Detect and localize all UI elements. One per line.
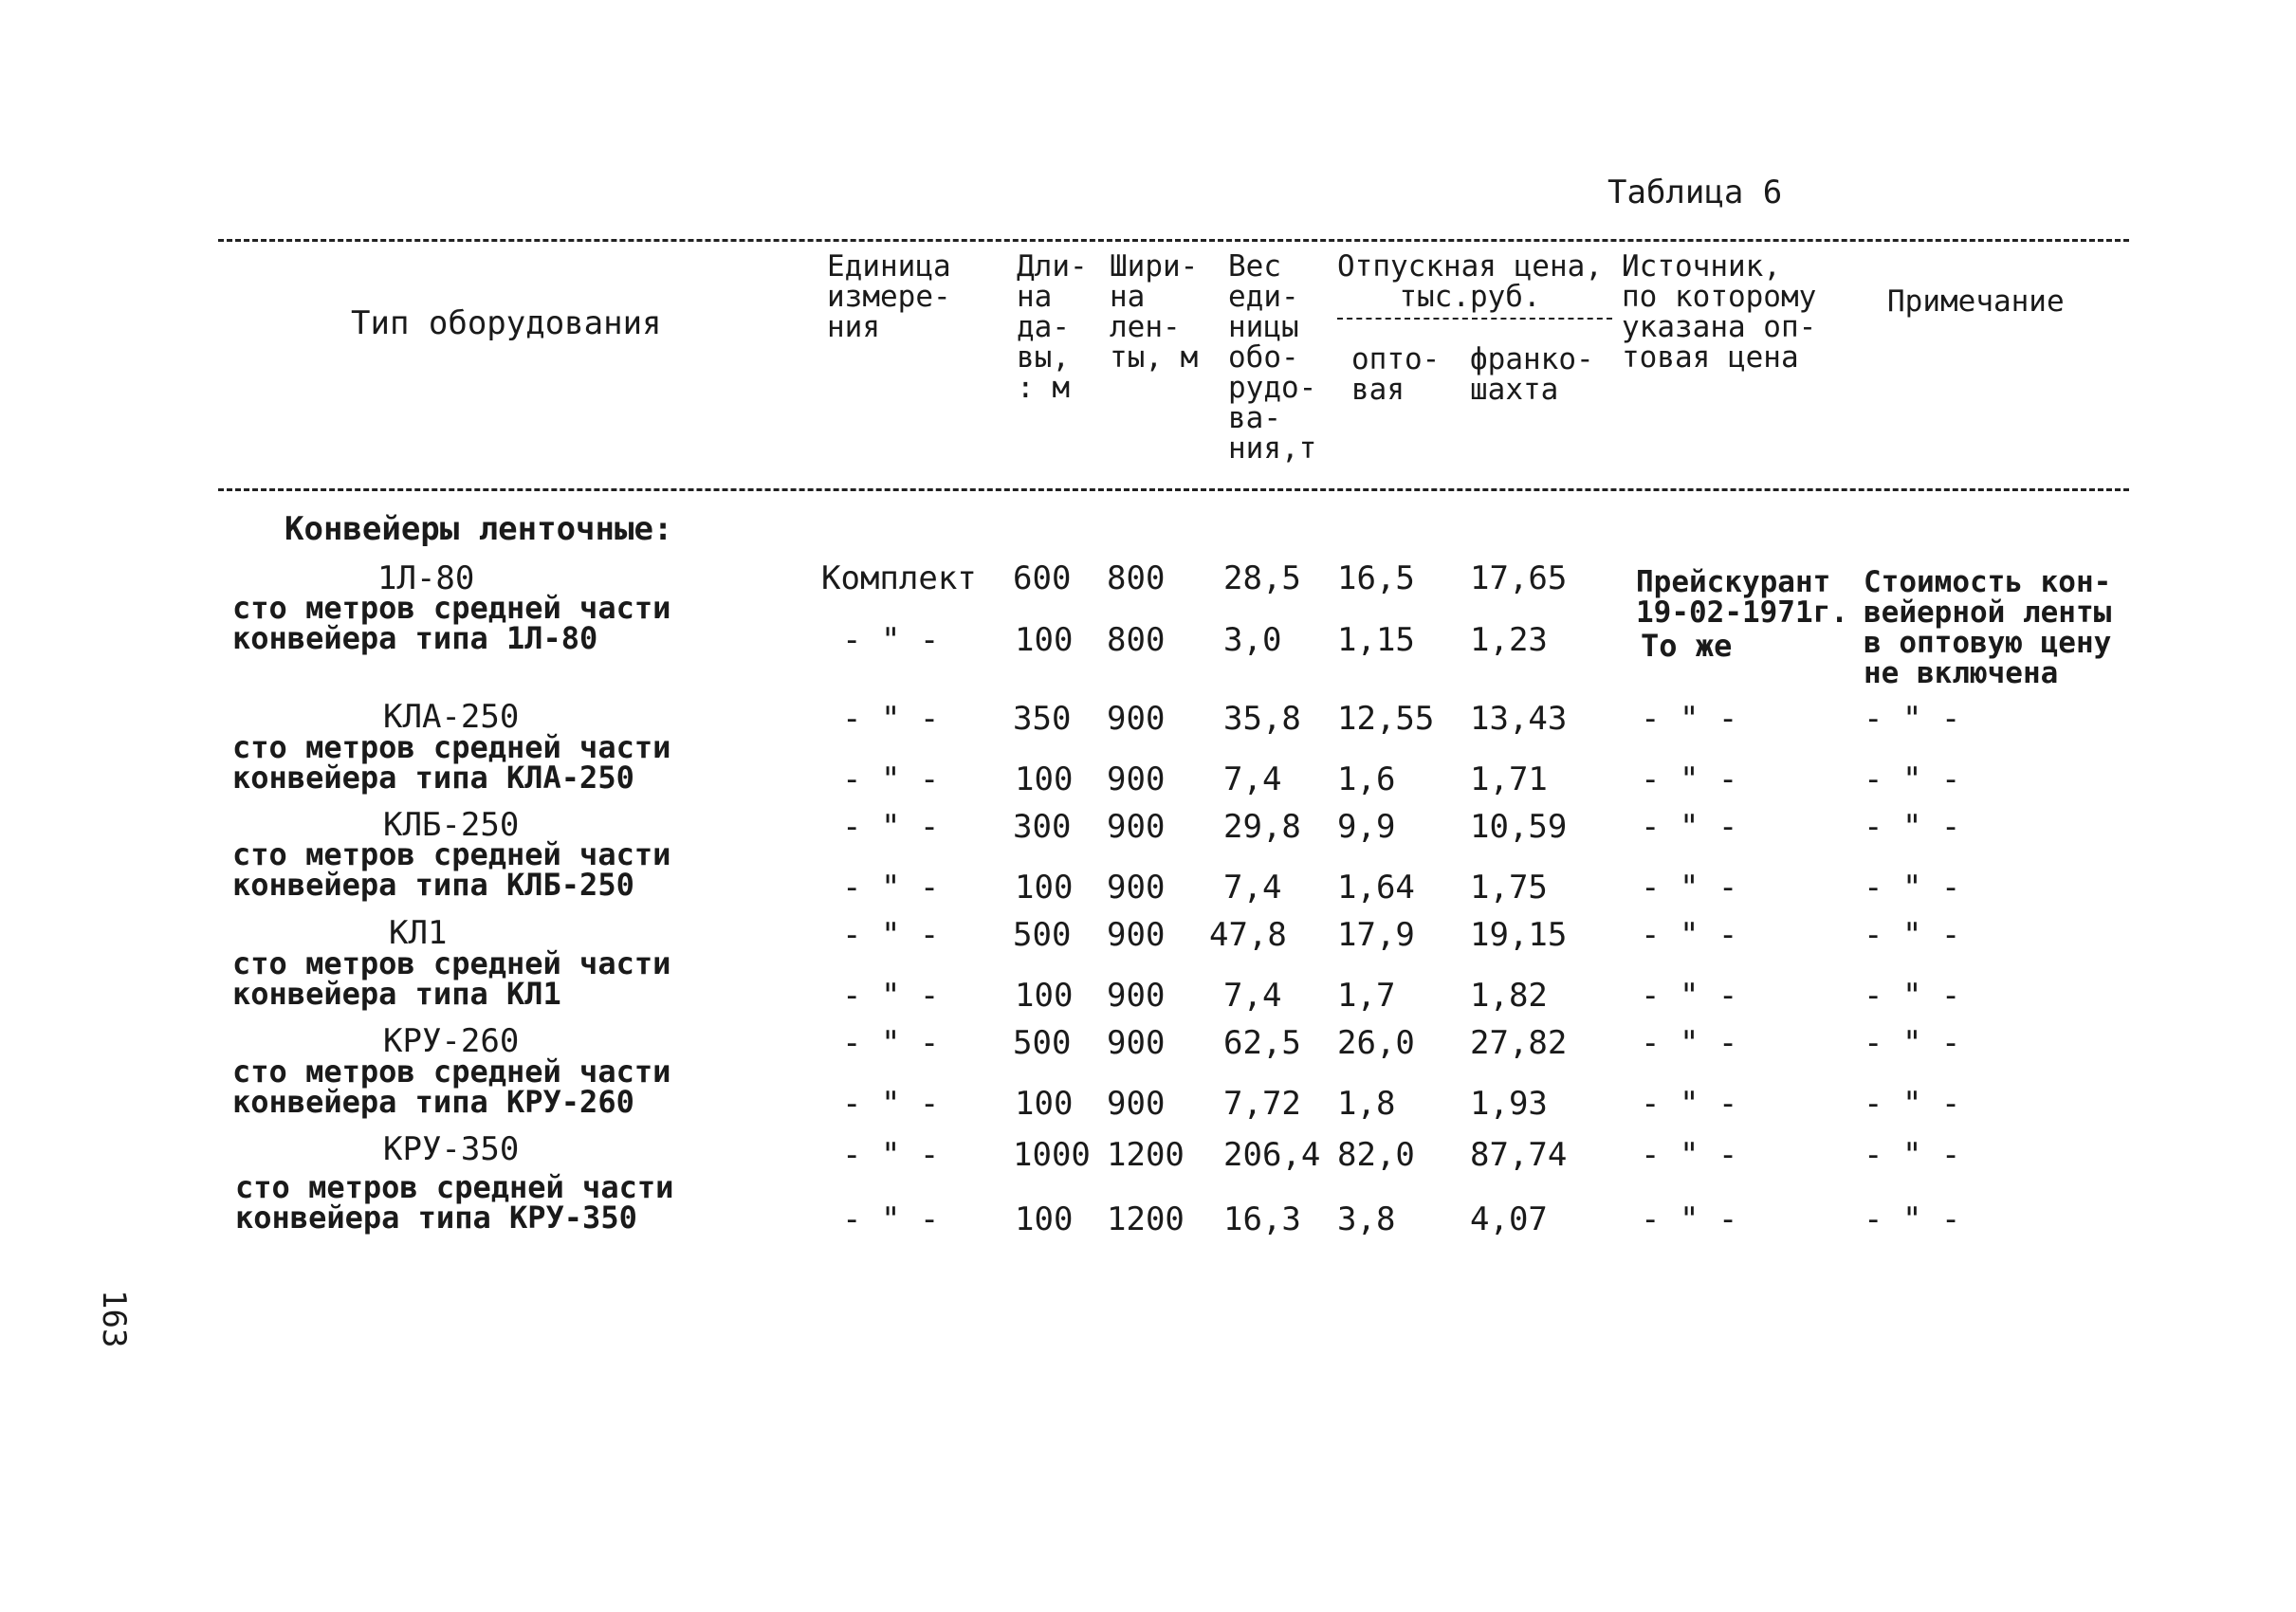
row-unit: - " -: [842, 977, 940, 1015]
row-weight: 7,4: [1223, 760, 1282, 798]
row-unit: - " -: [842, 869, 940, 907]
row-franco: 87,74: [1470, 1136, 1568, 1174]
row-unit: - " -: [842, 621, 940, 659]
header-unit: Единица измере- ния: [827, 249, 951, 344]
row-franco: 13,43: [1470, 700, 1568, 738]
row-source: Прейскурант 19-02-1971г.: [1636, 565, 1848, 630]
row-wholesale: 1,6: [1337, 760, 1396, 798]
row-width: 1200: [1107, 1200, 1185, 1238]
row-desc: сто метров средней части конвейера типа КЛБ-250: [232, 836, 671, 903]
row-franco: 17,65: [1470, 559, 1568, 597]
row-length: 100: [1015, 869, 1074, 907]
row-width: 900: [1107, 977, 1166, 1015]
row-name: 1Л-80: [377, 559, 475, 597]
table-caption: Таблица 6: [1607, 174, 1783, 211]
row-franco: 1,93: [1470, 1085, 1548, 1123]
row-note: - " -: [1864, 1136, 1961, 1174]
row-length: 100: [1015, 621, 1074, 659]
row-franco: 1,71: [1470, 760, 1548, 798]
row-length: 600: [1013, 559, 1072, 597]
row-note: Стоимость кон- вейерной ленты в оптовую цену не включена: [1864, 565, 2112, 690]
row-weight: 3,0: [1223, 621, 1282, 659]
section-title: Конвейеры ленточные:: [285, 510, 673, 548]
row-desc: сто метров средней части конвейера типа КРУ-260: [232, 1053, 671, 1120]
row-length: 1000: [1013, 1136, 1091, 1174]
row-width: 1200: [1107, 1136, 1185, 1174]
row-source: - " -: [1641, 1136, 1738, 1174]
row-wholesale: 1,8: [1337, 1085, 1396, 1123]
header-width: Шири- на лен- ты, м: [1110, 249, 1199, 375]
row-note: - " -: [1864, 1085, 1961, 1123]
header-length: Дли- на да- вы, : м: [1017, 249, 1088, 405]
row-source: - " -: [1641, 1024, 1738, 1062]
page-number: 163: [95, 1290, 133, 1348]
row-unit: - " -: [842, 1085, 940, 1123]
row-wholesale: 16,5: [1337, 559, 1415, 597]
row-wholesale: 17,9: [1337, 916, 1415, 954]
header-price-franco: франко- шахта: [1470, 342, 1594, 407]
row-name: КЛА-250: [383, 698, 520, 736]
row-weight: 62,5: [1223, 1024, 1301, 1062]
row-franco: 4,07: [1470, 1200, 1548, 1238]
row-width: 900: [1107, 916, 1166, 954]
row-unit: - " -: [842, 1024, 940, 1062]
table-top-rule: [218, 239, 2129, 242]
row-note: - " -: [1864, 700, 1961, 738]
header-type: Тип оборудования: [351, 304, 662, 342]
row-wholesale: 12,55: [1337, 700, 1435, 738]
header-note: Примечание: [1887, 284, 2065, 319]
row-unit: Комплект: [821, 559, 977, 597]
row-width: 800: [1107, 559, 1166, 597]
row-unit: - " -: [842, 700, 940, 738]
row-weight: 7,72: [1223, 1085, 1301, 1123]
row-desc: сто метров средней части конвейера типа КЛА-250: [232, 729, 671, 796]
row-name: КЛБ-250: [383, 806, 520, 844]
row-source: - " -: [1641, 808, 1738, 846]
row-length: 500: [1013, 1024, 1072, 1062]
row-name: КРУ-260: [383, 1022, 520, 1060]
row-note: - " -: [1864, 977, 1961, 1015]
row-note: - " -: [1864, 760, 1961, 798]
row-weight: 16,3: [1223, 1200, 1301, 1238]
row-unit: - " -: [842, 1136, 940, 1174]
header-price-wholesale: опто- вая: [1351, 342, 1441, 407]
row-franco: 27,82: [1470, 1024, 1568, 1062]
row-wholesale: 1,7: [1337, 977, 1396, 1015]
row-note: - " -: [1864, 808, 1961, 846]
row-desc: сто метров средней части конвейера типа 1Л-80: [232, 590, 671, 656]
row-wholesale: 1,15: [1337, 621, 1415, 659]
row-franco: 19,15: [1470, 916, 1568, 954]
row-weight: 7,4: [1223, 977, 1282, 1015]
row-name: КРУ-350: [383, 1130, 520, 1168]
row-franco: 10,59: [1470, 808, 1568, 846]
row-source: - " -: [1641, 869, 1738, 907]
header-price-divider: [1337, 318, 1612, 320]
row-length: 100: [1015, 1200, 1074, 1238]
row-length: 100: [1015, 760, 1074, 798]
row-length: 300: [1013, 808, 1072, 846]
row-weight: 35,8: [1223, 700, 1301, 738]
row-width: 900: [1107, 760, 1166, 798]
row-wholesale: 9,9: [1337, 808, 1396, 846]
row-unit: - " -: [842, 1200, 940, 1238]
row-length: 100: [1015, 977, 1074, 1015]
row-weight: 47,8: [1209, 916, 1287, 954]
header-price: Отпускная цена, тыс.руб.: [1337, 249, 1603, 314]
row-wholesale: 1,64: [1337, 869, 1415, 907]
row-unit: - " -: [842, 808, 940, 846]
row-width: 900: [1107, 808, 1166, 846]
row-source: То же: [1641, 628, 1733, 664]
row-source: - " -: [1641, 700, 1738, 738]
row-width: 900: [1107, 700, 1166, 738]
row-note: - " -: [1864, 916, 1961, 954]
row-wholesale: 3,8: [1337, 1200, 1396, 1238]
row-desc: сто метров средней части конвейера типа КЛ1: [232, 945, 671, 1012]
row-name: КЛ1: [389, 914, 448, 952]
header-bottom-rule: [218, 488, 2129, 491]
row-weight: 28,5: [1223, 559, 1301, 597]
row-wholesale: 26,0: [1337, 1024, 1415, 1062]
row-width: 800: [1107, 621, 1166, 659]
row-unit: - " -: [842, 760, 940, 798]
row-length: 350: [1013, 700, 1072, 738]
row-wholesale: 82,0: [1337, 1136, 1415, 1174]
row-note: - " -: [1864, 1024, 1961, 1062]
row-franco: 1,23: [1470, 621, 1548, 659]
row-franco: 1,75: [1470, 869, 1548, 907]
row-source: - " -: [1641, 977, 1738, 1015]
row-width: 900: [1107, 1085, 1166, 1123]
header-weight: Вес еди- ницы обо- рудо- ва- ния,т: [1228, 249, 1317, 466]
row-source: - " -: [1641, 1200, 1738, 1238]
row-width: 900: [1107, 869, 1166, 907]
row-weight: 7,4: [1223, 869, 1282, 907]
row-unit: - " -: [842, 916, 940, 954]
row-weight: 206,4: [1223, 1136, 1321, 1174]
row-width: 900: [1107, 1024, 1166, 1062]
row-weight: 29,8: [1223, 808, 1301, 846]
row-desc: сто метров средней части конвейера типа КРУ-350: [235, 1169, 674, 1236]
row-source: - " -: [1641, 916, 1738, 954]
row-note: - " -: [1864, 1200, 1961, 1238]
row-franco: 1,82: [1470, 977, 1548, 1015]
header-source: Источник, по которому указана оп- товая цена: [1622, 249, 1817, 375]
row-length: 100: [1015, 1085, 1074, 1123]
row-note: - " -: [1864, 869, 1961, 907]
row-length: 500: [1013, 916, 1072, 954]
row-source: - " -: [1641, 1085, 1738, 1123]
row-source: - " -: [1641, 760, 1738, 798]
